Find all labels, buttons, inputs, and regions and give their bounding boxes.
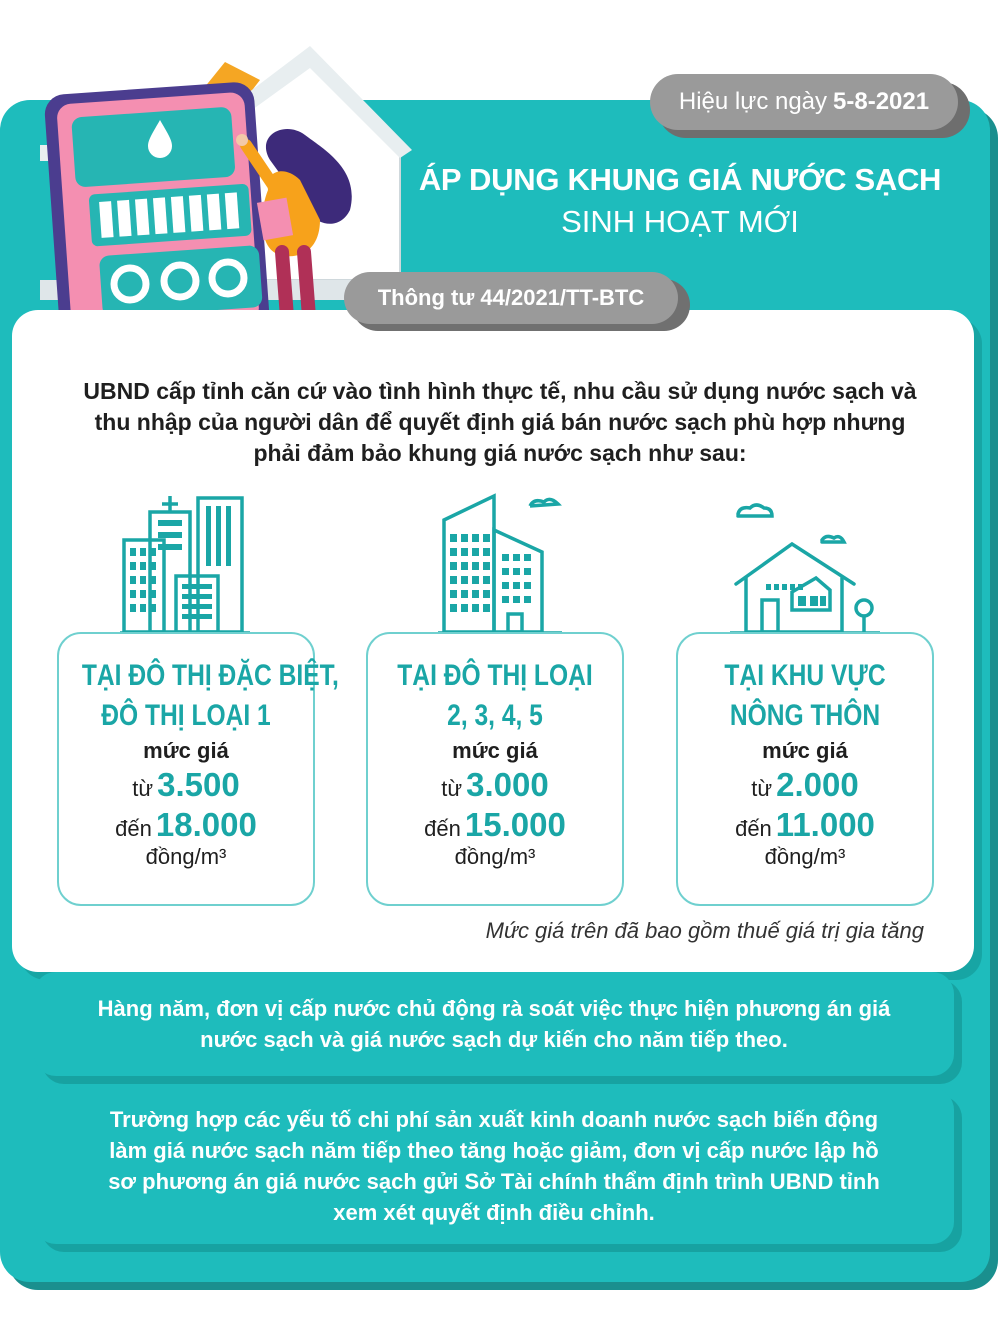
info-box-annual-review: Hàng năm, đơn vị cấp nước chủ động rà soát việc thực hiện phương án giá nước sạch và giá nước sạch dự kiến cho năm tiếp theo. xyxy=(34,972,954,1076)
area-line-1: TẠI KHU VỰC xyxy=(724,659,886,692)
price-from-row xyxy=(59,766,313,804)
area-line-2: 2, 3, 4, 5 xyxy=(447,699,543,732)
effective-date: 5-8-2021 xyxy=(833,88,930,115)
high-rise-city-icon xyxy=(120,490,250,636)
vat-note: Mức giá trên đã bao gồm thuế giá trị gia tăng xyxy=(485,918,924,943)
intro-text: UBND cấp tỉnh căn cứ vào tình hình thực tế, nhu cầu sử dụng nước sạch và thu nhập của người dân để quyết định giá bán nước sạch phù hợp nhưng phải đảm bảo khung giá nước sạch như sau: xyxy=(83,378,917,466)
price-from-row xyxy=(368,766,622,804)
from-label: từ xyxy=(132,776,154,801)
area-line-2: NÔNG THÔN xyxy=(729,699,881,732)
rural-house-icon xyxy=(730,500,880,636)
area-line-1: TẠI ĐÔ THỊ LOẠI xyxy=(397,659,593,692)
price-label: mức giá xyxy=(452,738,538,763)
title-line-1: ÁP DỤNG KHUNG GIÁ NƯỚC SẠCH xyxy=(418,162,942,197)
info-box-price-adjustment: Trường hợp các yếu tố chi phí sản xuất kinh doanh nước sạch biến động làm giá nước sạch năm tiếp theo tăng hoặc giảm, đơn vị cấp nước lập hồ sơ phương án giá nước sạch gửi Sở Tài chính thẩm định trình UBND tỉnh xem xét quyết định điều chỉnh. xyxy=(34,1088,954,1244)
price-to: 18.000 xyxy=(155,806,257,843)
price-from: 3.000 xyxy=(466,766,549,803)
effective-label: Hiệu lực ngày xyxy=(678,88,828,115)
effective-date-pill xyxy=(650,74,958,130)
to-label: đến xyxy=(115,816,152,841)
circular-pill: Thông tư 44/2021/TT-BTC xyxy=(344,272,678,324)
from-label: từ xyxy=(441,776,463,801)
title-line-2: SINH HOẠT MỚI xyxy=(561,204,799,239)
price-to-row xyxy=(368,806,622,844)
price-box-urban-2-5 xyxy=(366,632,624,906)
office-building-icon xyxy=(438,490,562,636)
price-box-special-urban xyxy=(57,632,339,906)
price-to-row xyxy=(59,806,313,844)
area-line-2: ĐÔ THỊ LOẠI 1 xyxy=(101,699,271,732)
to-label: đến xyxy=(735,816,772,841)
price-from: 2.000 xyxy=(776,766,859,803)
to-label: đến xyxy=(424,816,461,841)
price-label: mức giá xyxy=(143,738,229,763)
price-unit: đồng/m³ xyxy=(764,844,846,869)
price-unit: đồng/m³ xyxy=(145,844,227,869)
price-label: mức giá xyxy=(762,738,848,763)
price-to: 15.000 xyxy=(464,806,566,843)
from-label: từ xyxy=(751,776,773,801)
price-from: 3.500 xyxy=(157,766,240,803)
price-to: 11.000 xyxy=(775,806,875,843)
price-unit: đồng/m³ xyxy=(454,844,536,869)
price-from-row xyxy=(678,766,932,804)
price-box-rural xyxy=(676,632,934,906)
price-to-row xyxy=(678,806,932,844)
area-line-1: TẠI ĐÔ THỊ ĐẶC BIỆT, xyxy=(81,659,339,692)
